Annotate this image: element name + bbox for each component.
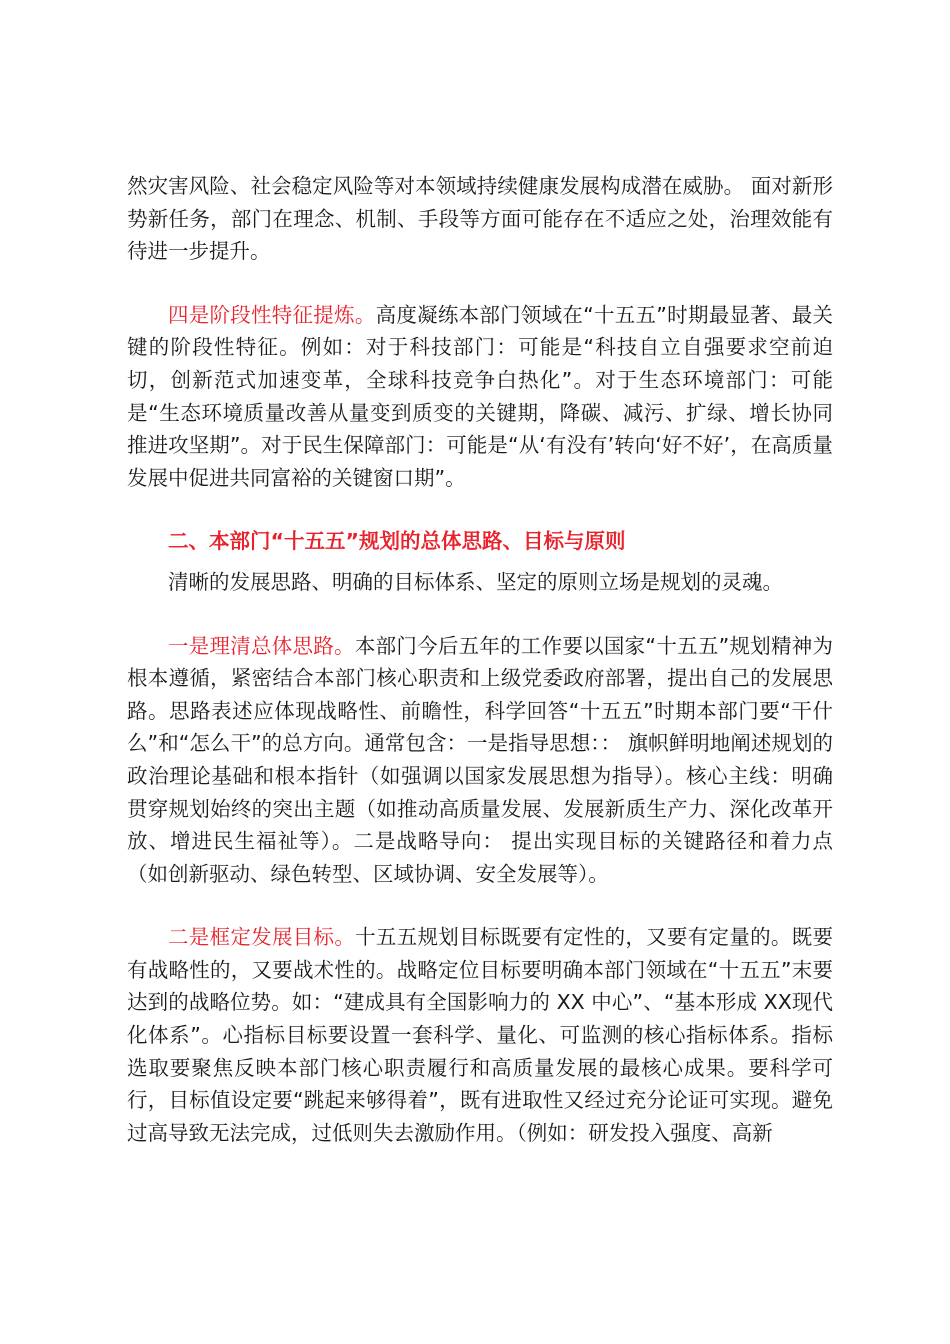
paragraph-gap <box>127 890 833 921</box>
section-intro-text: 清晰的发展思路、明确的目标体系、坚定的原则立场是规划的灵魂。 <box>168 569 783 594</box>
paragraph-intro <box>127 170 833 268</box>
paragraph-development-goals-body: 十五五规划目标既要有定性的，又要有定量的。既要有战略性的，又要战术性的。战略定位目标要明确本部门领域在“十五五”末要达到的战略位势。如：“建成具有全国影响力的 XX 中心”、“基本形成 XX现代化体系”。心指标目标要设置一套科学、量化、可监测的核心指标体系。指标选取要聚焦反映本部门核心职责履行和高质量发展的最核心成果。要科学可行，目标值设定要“跳起来够得着”，既有进取性又经过充分论证可实现。避免过高导致无法完成，过低则失去激励作用。（例如：研发投入强度、高新 <box>127 925 834 1145</box>
paragraph-stage-features <box>127 299 833 495</box>
paragraph-intro-text: 然灾害风险、社会稳定风险等对本领域持续健康发展构成潜在威胁。 面对新形势新任务，部门在理念、机制、手段等方面可能存在不适应之处，治理效能有待进一步提升。 <box>127 174 833 264</box>
paragraph-gap <box>127 494 833 525</box>
document-page <box>127 170 833 1149</box>
paragraph-development-goals-lead: 二是框定发展目标。 <box>168 925 356 950</box>
paragraph-stage-features-lead: 四是阶段性特征提炼。 <box>168 302 376 327</box>
paragraph-stage-features-body: 高度凝练本部门领域在“十五五”时期最显著、最关键的阶段性特征。例如：对于科技部门：可能是“科技自立自强要求空前迫切，创新范式加速变革，全球科技竞争白热化”。对于生态环境部门：可能是“生态环境质量改善从量变到质变的关键期，降碳、减污、扩绿、增长协同推进攻坚期”。对于民生保障部门：可能是“从‘有没有’转向‘好不好’，在高质量发展中促进共同富裕的关键窗口期”。 <box>127 302 833 490</box>
paragraph-overall-approach <box>127 630 833 891</box>
section-heading: 二、本部门“十五五”规划的总体思路、目标与原则 <box>168 529 626 554</box>
section-intro <box>127 566 833 599</box>
paragraph-overall-approach-lead: 一是理清总体思路。 <box>168 633 355 658</box>
heading-gap <box>127 558 833 566</box>
paragraph-gap <box>127 268 833 299</box>
paragraph-gap <box>127 599 833 630</box>
paragraph-development-goals <box>127 921 833 1149</box>
paragraph-overall-approach-body: 本部门今后五年的工作要以国家“十五五”规划精神为根本遵循，紧密结合本部门核心职责和上级党委政府部署，提出自己的发展思路。思路表述应体现战略性、前瞻性，科学回答“十五五”时期本部门要“干什么”和“怎么干”的总方向。通常包含：一是指导思想：： 旗帜鲜明地阐述规划的政治理论基础和根本指针（如强调以国家发展思想为指导）。核心主线：明确贯穿规划始终的突出主题（如推动高质量发展、发展新质生产力、深化改革开放、增进民生福祉等）。二是战略导向： 提出实现目标的关键路径和着力点（如创新驱动、绿色转型、区域协调、安全发展等）。 <box>127 633 833 886</box>
